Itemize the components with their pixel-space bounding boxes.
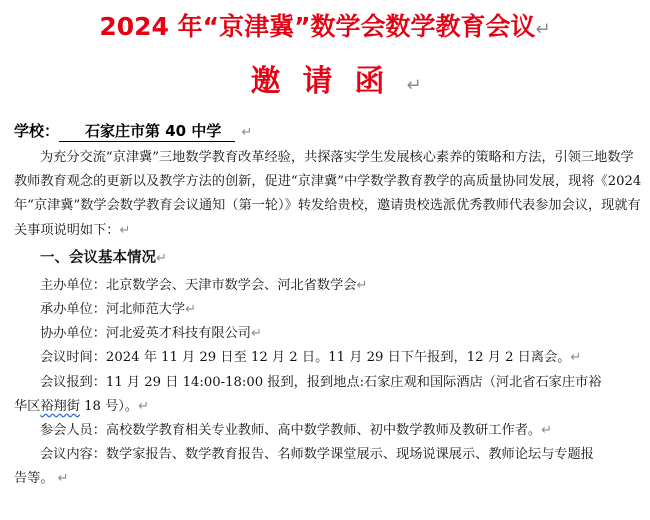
document-subtitle (0, 60, 650, 108)
paragraph-mark-icon: ↵ (570, 350, 582, 366)
school-line (14, 120, 252, 144)
paragraph-mark-icon: ↵ (57, 471, 69, 487)
content-line (14, 443, 644, 467)
intro-paragraph (14, 146, 644, 243)
title-text: 2024 年“京津冀”数学会数学教育会议 (99, 12, 536, 41)
checkin-text-2-pre: 华区 (14, 398, 41, 414)
host-text: 主办单位：北京数学会、天津市数学会、河北省数学会 (40, 277, 357, 293)
checkin-text-2-post: 18 号）。 (79, 398, 139, 414)
paragraph-mark-icon: ↵ (356, 277, 368, 293)
paragraph-mark-icon: ↵ (535, 19, 551, 40)
attendees-text: 参会人员：高校数学教育相关专业教师、高中数学教师、初中数学教师及教研工作者。 (40, 423, 542, 439)
attendees-line (14, 419, 644, 443)
time-line (14, 346, 644, 370)
content-text-1: 会议内容：数学家报告、数学教育报告、名师数学课堂展示、现场说课展示、教师论坛与专题报 (40, 447, 594, 463)
checkin-line-continued (14, 395, 644, 419)
co-organizer-line (14, 322, 644, 346)
paragraph-mark-icon: ↵ (156, 250, 167, 266)
organizer-line (14, 298, 644, 322)
paragraph-mark-icon: ↵ (185, 302, 196, 318)
document-body (14, 146, 644, 492)
co-organizer-text: 协办单位：河北爱英才科技有限公司 (40, 326, 251, 342)
intro-text: 为充分交流“京津冀”三地数学教育改革经验，共探落实学生发展核心素养的策略和方法，引领三地数学教师教育观念的更新以及教学方法的创新，促进“京津冀”中学数学教育教学的高质量协同发展，现将《2024 年“京津冀”数学会数学教育会议通知（第一轮）》转发给贵校，邀请贵校选派优秀教师代表参加会议，现就有关事项说明如下： (14, 150, 642, 238)
paragraph-mark-icon: ↵ (138, 398, 149, 414)
paragraph-mark-icon: ↵ (541, 423, 553, 439)
school-label: 学校： (14, 122, 60, 140)
subtitle-text: 邀请函 (250, 64, 407, 99)
content-line-continued (14, 467, 644, 491)
paragraph-mark-icon: ↵ (251, 326, 262, 342)
checkin-text-1: 会议报到：11 月 29 日 14:00-18:00 报到，报到地点:石家庄观和国际酒店（河北省石家庄市裕 (40, 374, 602, 390)
section-heading-text: 一、会议基本情况 (40, 249, 156, 266)
host-line (14, 274, 644, 298)
document-title (0, 10, 650, 47)
school-name: 石家庄市第 40 中学 (59, 122, 235, 142)
section-heading (14, 243, 644, 274)
paragraph-mark-icon: ↵ (119, 222, 131, 238)
paragraph-mark-icon: ↵ (241, 125, 253, 140)
organizer-text: 承办单位：河北师范大学 (40, 302, 186, 318)
checkin-line (14, 371, 644, 395)
time-text: 会议时间：2024 年 11 月 29 日至 12 月 2 日。11 月 29 日下午报到，12 月 2 日离会。 (40, 350, 571, 366)
content-text-2: 告等。 (14, 471, 54, 487)
street-name: 裕翔街 (40, 398, 80, 414)
paragraph-mark-icon: ↵ (406, 75, 422, 96)
